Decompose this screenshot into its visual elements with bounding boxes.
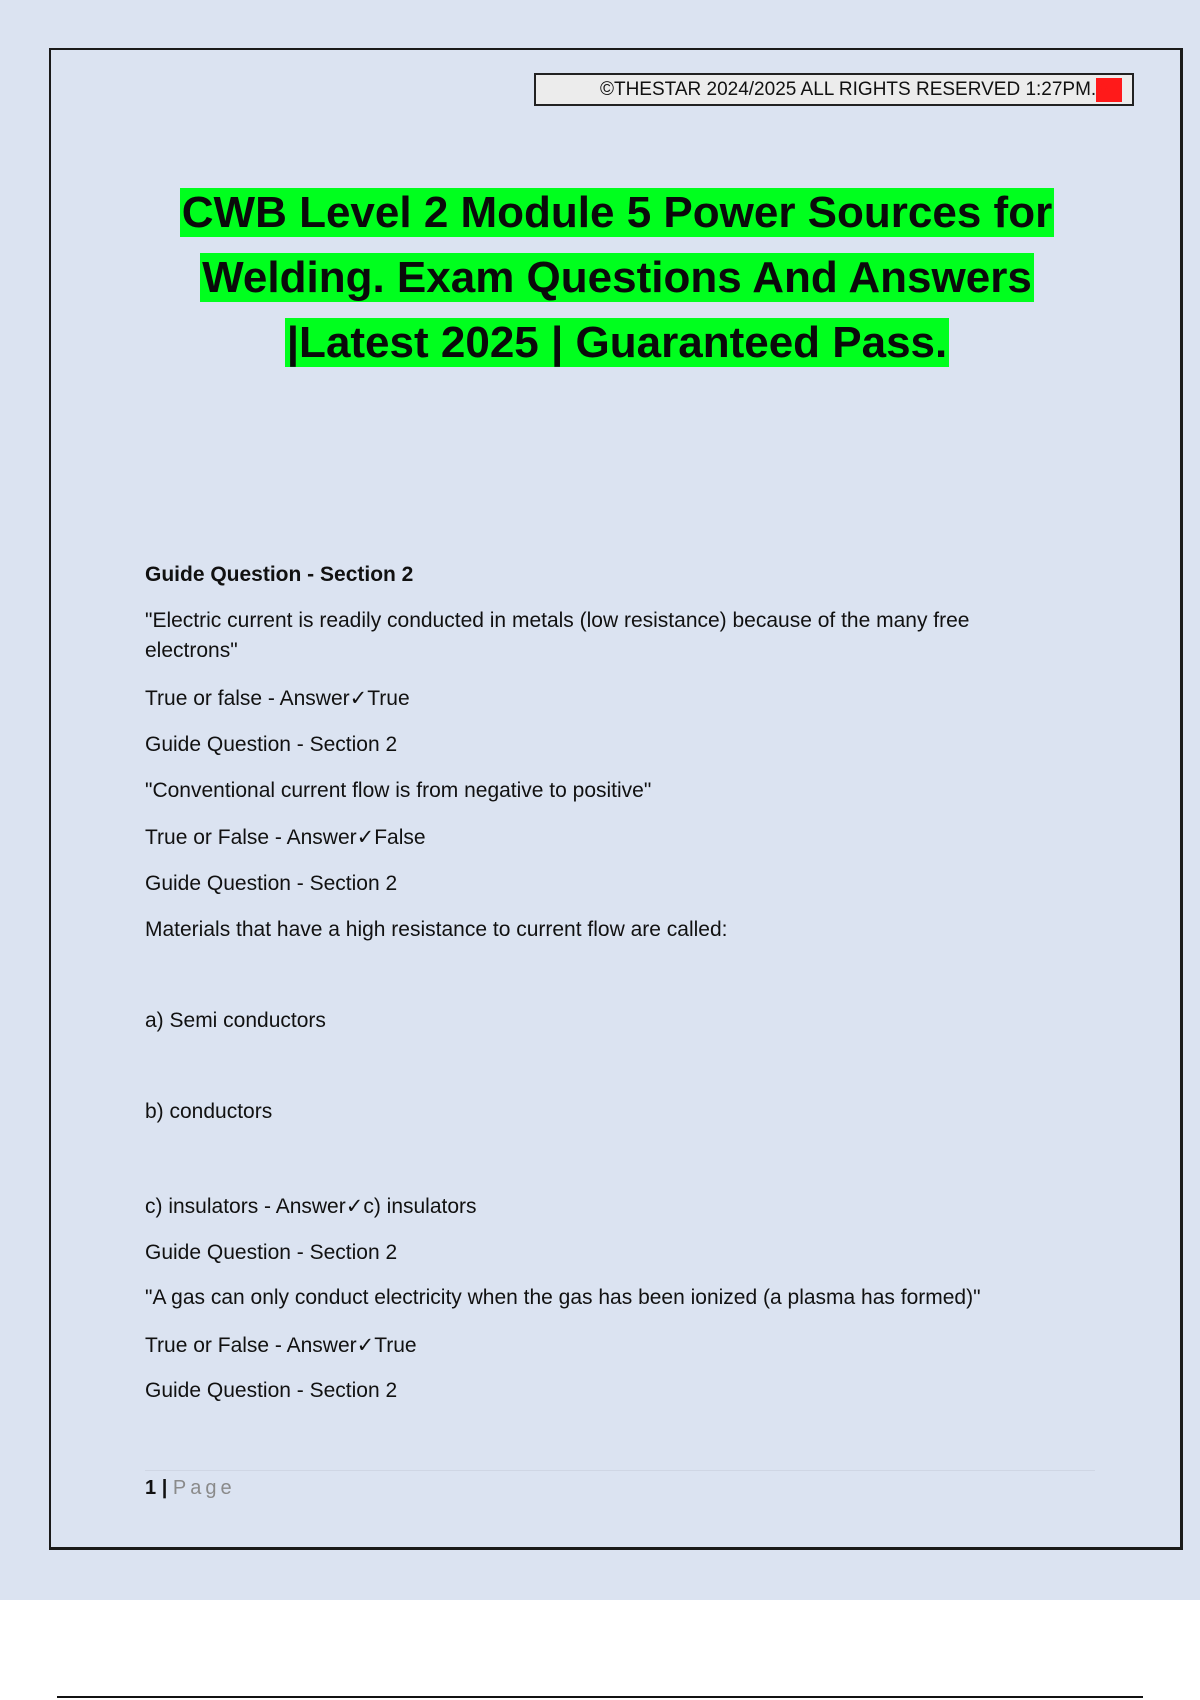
copyright-header [534, 73, 1134, 106]
question-heading: Guide Question - Section 2 [145, 1379, 398, 1402]
answer-line: True or false - Answer✓True [145, 687, 410, 710]
copyright-text: ©THESTAR 2024/2025 ALL RIGHTS RESERVED 1:27PM. [599, 79, 1097, 100]
question-text: electrons" [145, 639, 238, 662]
title-line-2: Welding. Exam Questions And Answers [202, 253, 1032, 302]
question-heading: Guide Question - Section 2 [145, 563, 414, 586]
question-heading: Guide Question - Section 2 [145, 733, 398, 756]
title-line-1: CWB Level 2 Module 5 Power Sources for [181, 188, 1053, 237]
question-text: "Electric current is readily conducted in metals (low resistance) because of the many free [145, 609, 970, 632]
answer-line: c) insulators - Answer✓c) insulators [145, 1195, 477, 1218]
question-heading: Guide Question - Section 2 [145, 1241, 398, 1264]
page-number: 1 [145, 1477, 157, 1499]
page-footer [145, 1474, 236, 1502]
grade-badge: A+ [1097, 79, 1121, 100]
question-text: Materials that have a high resistance to current flow are called: [145, 918, 728, 941]
footer-separator: | [161, 1477, 168, 1499]
answer-line: True or False - Answer✓True [145, 1334, 417, 1357]
question-text: "A gas can only conduct electricity when the gas has been ionized (a plasma has formed)" [145, 1286, 981, 1309]
bottom-divider [57, 1696, 1143, 1698]
footer-divider [145, 1470, 1095, 1471]
title-line-3: |Latest 2025 | Guaranteed Pass. [286, 318, 948, 367]
option-item: a) Semi conductors [145, 1009, 326, 1032]
answer-line: True or False - Answer✓False [145, 826, 426, 849]
document-title [130, 180, 1104, 375]
question-heading: Guide Question - Section 2 [145, 872, 398, 895]
page-label: Page [172, 1477, 236, 1499]
option-item: b) conductors [145, 1100, 273, 1123]
question-text: "Conventional current flow is from negative to positive" [145, 779, 652, 802]
